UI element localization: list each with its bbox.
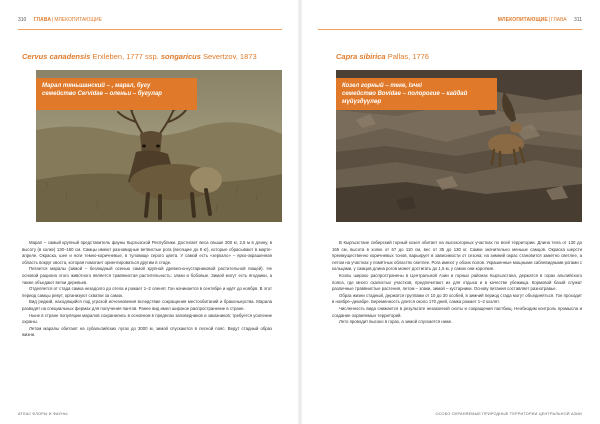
left-paragraph: Вид редкий, находящийся под угрозой исчезновения вследствие сокращения местообитаний и браконьерства. Марала разводят на специальных фермах для получения пантов. Ранее вид имел широкое распространение в стране. [22, 299, 272, 311]
left-paragraph: Питается маралы (зимой – безлюдный осенью самой крупной древесно-кустарниковой растительной пищей). Не основой рациона этого животного является травянистая растительность: злаки и бобовые. Зимой могут есть ягодники, а также объедают ветки деревьев. [22, 266, 272, 285]
right-species-author: Pallas, 1776 [387, 52, 429, 61]
left-species-latin: Cervus canadensis [22, 52, 91, 61]
book-gutter [297, 0, 303, 424]
right-species-latin: Capra sibirica [336, 52, 386, 61]
right-page [300, 0, 600, 424]
right-section-lower: ГЛАВА [551, 17, 567, 23]
right-header-rule [318, 29, 582, 30]
left-paragraph: Отделяется от стада самка незадолго до отела и рожает 1–2 оленят. Гон начинается в сентябре и идёт до ноября. В этот период самцы ревут, организуют схватки за самок. [22, 286, 272, 298]
left-paragraph: Ныне в стране популяции маралов сохранились в основном в пределах заповедников и заказников; требуется усиление охраны. [22, 312, 272, 325]
left-caption-line-2: семейство Cervidae – оленьи – бугулар [42, 91, 162, 97]
left-photo-caption [36, 78, 197, 110]
right-section-upper: МЛЕКОПИТАЮЩИЕ [497, 17, 548, 23]
left-subspecies-latin: songaricus [160, 52, 201, 61]
right-paragraph: В Кыргызстане сибирский горный козел обитает на высокогорных участках по всей территории. Длина тела от 130 до 165 см, высота в холке от 67 до 110 см, вес от 35 до 130 кг. Самки значительно меньше самцов. Окраска шерсти преимущественно коричневых тонов, варьирует в зависимости от сезона: на зимний окрас становится заметно светлее, а летом на участках у помётных областях светлее. Рога имеют у обоих полов. Украшенные мощными саблевидными рогами с кольцами, у самцов длина рогов может достигать до 1,5 м, у самок они короткие. [332, 240, 582, 272]
left-paragraph: Летом маралы обитают на субальпийских лугах до 3000 м, зимой спускаются в лесной пояс. Ведут стадный образ жизни. [22, 325, 272, 338]
left-paragraph: Марал – самый крупный представитель фауны Кыргызской Республики. Достигает веса свыше 300 кг, 2,5 м в длину, в высоту (в холке) 130–160 см. Самцы имеют разновидные ветвистые рога (весящие до 8 кг), которые сбрасывают в марте-апреле. Окраска, шее и ноги темно-коричневые, в туловище серого цвета. У самой есть «зеркало» – ярко-окрашенная область вокруг хвоста, которая помогает ориентироваться другим в стаде. [22, 240, 272, 265]
right-paragraph: Козлы широко распространены в Центральной Азии и горных районах Кыргызстана, держатся в горах альпийского пояса, где много скалистых участков, предпочитают их для отдыха и в качестве убежища. Кормовой базой служат различные травянистые растения, летом – злаки, зимой – кустарники. Основу питания составляет разнотравье. [332, 272, 582, 292]
left-section-lower: МЛЕКОПИТАЮЩИЕ [54, 17, 102, 23]
right-paragraph: Лето проводит высоко в горах, а зимой спускается ниже. [339, 319, 453, 325]
right-body-text [332, 240, 582, 326]
left-section-upper: ГЛАВА [33, 17, 52, 23]
right-footer: ОСОБО ОХРАНЯЕМЫЕ ПРИРОДНЫЕ ТЕРРИТОРИИ ЦЕНТРАЛЬНОЙ АЗИИ [435, 412, 582, 416]
right-paragraph: Образ жизни стадный, держатся группами от 10 до 30 особей, в зимний период стада могут объединяться. Гон проходит в ноябре–декабре. Беременность длится около 170 дней, самка рожает 1–2 козлят. [332, 292, 582, 305]
left-caption-line-1: Марал тяньшанский – , марал, бугу [42, 83, 151, 89]
left-page-number: 310 [18, 17, 27, 23]
right-photo-caption [336, 78, 497, 110]
left-subspecies-author: Severtzov, 1873 [202, 52, 257, 61]
right-caption-line-1: Козел горный – теке, Іэчкі [342, 83, 422, 89]
right-paragraph: Численность вида снижается в результате незаконной охоты и сокращения пастбищ. Необходим контроль промысла и создание охраняемых территорий. [332, 305, 582, 318]
left-header-rule [18, 29, 282, 30]
left-body-text [22, 240, 272, 339]
right-header-separator: | [548, 17, 551, 23]
left-species-author: Erxleben, 1777 ssp. [92, 52, 159, 61]
left-header-separator: | [52, 17, 54, 23]
left-page-header [18, 17, 102, 27]
right-page-number: 311 [574, 17, 582, 23]
left-species-title [22, 52, 257, 61]
right-species-title [336, 52, 429, 61]
left-footer: АТЛАС ФЛОРЫ И ФАУНЫ [18, 412, 68, 416]
right-caption-line-2: семейство Bovidae – полорогие – кайдай мүйүздүүлөр [342, 91, 468, 105]
right-page-header [498, 17, 582, 27]
